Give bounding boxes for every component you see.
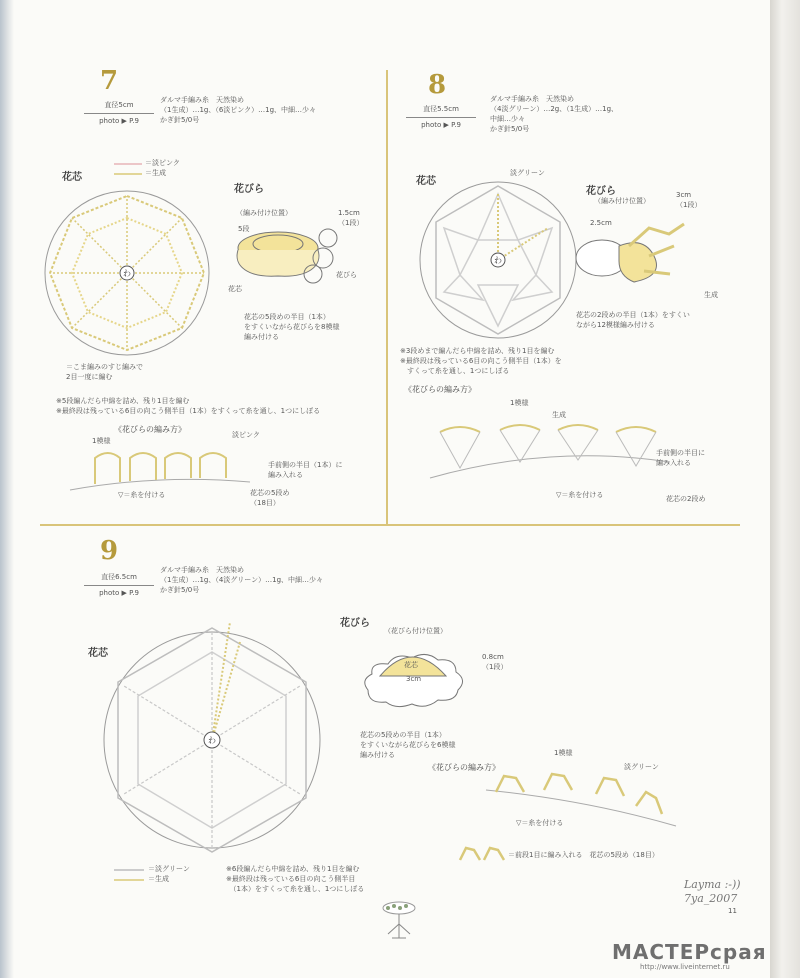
legend-lines-9 [114, 866, 146, 886]
section-7-petal-pos: （編み付け位置） [236, 209, 292, 217]
section-7-pattern-title: 《花びらの編み方》 [114, 425, 186, 434]
section-8-notes: ※3段めまで編んだら中綿を詰め、残り1目を編む ※最終段は残っている6目の向こう側半目（1本）を すくって糸を通し、1つにしぼる [400, 347, 562, 375]
section-8-kinari: 生成 [704, 291, 718, 299]
section-8-pattern-attach: ▽＝糸を付ける [556, 491, 604, 499]
legend-pink: ＝淡ピンク [145, 159, 180, 167]
legend-kinari-9: ＝生成 [148, 875, 169, 883]
section-8-pattern-title: 《花びらの編み方》 [404, 385, 476, 394]
legend-lines-7 [114, 160, 144, 180]
section-7-hint: ＝こま編みのすじ編みで 2目一度に編む [66, 363, 143, 381]
section-7-spec [84, 100, 154, 125]
section-8-number: 8 [428, 70, 447, 100]
section-8-pattern-1: 1模様 [510, 399, 529, 407]
section-7-petal-label: 花びら [234, 184, 264, 195]
petal-swatch-9 [458, 846, 508, 862]
flower-center-diagram-9 [100, 612, 324, 862]
section-9-materials: ダルマ手編み糸 天然染め （1生成）…1g、（4淡グリーン）…1g、中細…少々 かぎ針5/0号 [160, 566, 324, 594]
section-9-petal-note: 花芯の5段めの半目（1本） をすくいながら花びらを6模様 編み付ける [360, 731, 456, 759]
flower-petal-illustration-8 [574, 216, 694, 296]
section-7-petal-note: 花芯の5段めの半目（1本） をすくいながら花びらを8模様 編み付ける [244, 313, 340, 341]
section-7-pattern-attach: ▽＝糸を付ける [118, 491, 166, 499]
plant-doodle-icon [374, 898, 424, 948]
spec-line [84, 585, 154, 586]
section-7-number: 7 [100, 66, 119, 96]
section-8-petal-label: 花びら [586, 186, 616, 197]
section-9-spec [84, 572, 154, 597]
legend-kinari: ＝生成 [145, 169, 166, 177]
section-7-materials: ダルマ手編み糸 天然染め （1生成）…1g、（6淡ピンク）…1g、中細…少々 かぎ針5/0号 [160, 96, 317, 124]
svg-text:わ: わ [208, 736, 216, 745]
petal-pattern-7 [70, 444, 250, 494]
section-9-petal-label: 花びら [340, 618, 370, 629]
section-8-dim-25: 2.5cm [590, 219, 612, 227]
section-7-photo: photo ▶ P.9 [99, 117, 139, 125]
watermark-url: http://www.liveinternet.ru [640, 963, 730, 971]
section-8-materials: ダルマ手編み糸 天然染め （4淡グリーン）…2g、（1生成）…1g、 中細…少々 かぎ針5/0号 [490, 95, 619, 133]
petal-pattern-8 [430, 418, 670, 498]
section-8-dim-3cm: 3cm （1段） [676, 191, 702, 209]
section-7-center-label: 花芯 [62, 172, 82, 183]
section-9-petal-pos: （花びら付け位置） [384, 627, 447, 635]
section-9-pattern-color: 淡グリーン [624, 763, 659, 771]
signature: Layma :-)) 7ya_2007 [684, 878, 741, 905]
section-8-pattern-row: 花芯の2段め [666, 495, 706, 503]
page-number: 11 [728, 907, 737, 915]
section-9-dim-3cm: 3cm [406, 675, 422, 683]
section-7-center-small: 花芯 [228, 285, 242, 293]
section-8-petal-note: 花芯の2段めの半目（1本）をすくい ながら12模様編み付ける [576, 311, 690, 329]
section-7-size: 直径5cm [104, 101, 134, 109]
section-8-photo: photo ▶ P.9 [421, 121, 461, 129]
section-8-size: 直径5.5cm [423, 105, 459, 113]
section-7-pattern-pickup: 手前側の半目（1本）に 編み入れる [268, 461, 343, 479]
section-8-spec [406, 104, 476, 129]
section-7-notes: ※5段編んだら中綿を詰め、残り1目を編む ※最終段は残っている6目の向こう側半目（1本）をすくって糸を通し、1つにしぼる [56, 397, 321, 415]
section-9-size: 直径6.5cm [101, 573, 137, 581]
section-9-center-label: 花芯 [88, 648, 108, 659]
divider-vertical [386, 70, 388, 525]
section-7-pattern-color: 淡ピンク [232, 431, 260, 439]
section-9-pattern-attach: ▽＝糸を付ける [516, 819, 564, 827]
legend-light-green: ＝淡グリーン [148, 865, 190, 873]
section-7-petal-small: 花びら [336, 271, 357, 279]
section-7-dim: 1.5cm （1段） [338, 209, 364, 227]
section-9-pattern-front: ＝前段1目に編み入れる 花芯の5段め（18目） [508, 851, 659, 859]
section-7-pattern-row: 花芯の5段め （18目） [250, 489, 290, 507]
watermark: МАСТЕРсрая [612, 940, 767, 964]
section-9-photo: photo ▶ P.9 [99, 589, 139, 597]
section-8-light-green: 淡グリーン [510, 169, 545, 177]
flower-petal-illustration-7 [228, 216, 348, 291]
divider-horizontal [40, 524, 740, 526]
section-8-center-label: 花芯 [416, 176, 436, 187]
flower-center-diagram-7 [42, 188, 212, 358]
section-9-pattern-1: 1模様 [554, 749, 573, 757]
section-8-pattern-pickup: 手前側の半目に 編み入れる [656, 449, 705, 467]
spec-line [84, 113, 154, 114]
flower-center-diagram-8 [418, 180, 578, 340]
svg-text:わ: わ [494, 256, 502, 265]
section-9-dim-08: 0.8cm （1段） [482, 653, 508, 671]
section-9-notes: ※6段編んだら中綿を詰め、残り1目を編む ※最終段は残っている6目の向こう側半目 （1本）をすくって糸を通し、1つにしぼる [226, 865, 365, 893]
section-9-pattern-title: 《花びらの編み方》 [428, 763, 500, 772]
section-9-number: 9 [100, 536, 119, 566]
section-7-row5: 5段 [238, 225, 250, 233]
section-7-pattern-1: 1模様 [92, 437, 111, 445]
page-edge [770, 0, 800, 978]
svg-text:わ: わ [123, 269, 131, 278]
spec-line [406, 117, 476, 118]
binding-shadow [0, 0, 14, 978]
section-8-pattern-kinari: 生成 [552, 411, 566, 419]
section-8-petal-pos: （編み付け位置） [594, 197, 650, 205]
section-9-center-in: 花芯 [404, 661, 418, 669]
